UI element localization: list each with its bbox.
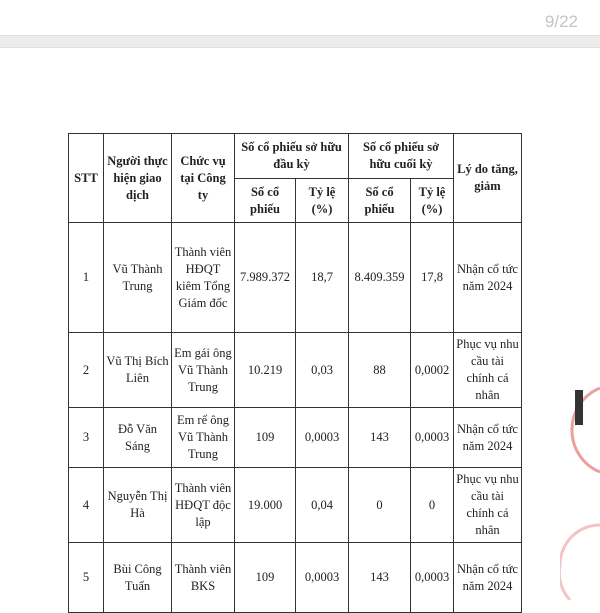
cell-start-shares: 7.989.372 [235, 223, 296, 333]
cell-end-shares: 0 [349, 468, 411, 543]
cell-person: Bùi Công Tuấn [104, 543, 172, 613]
cell-stt: 5 [69, 543, 104, 613]
cell-start-shares: 10.219 [235, 333, 296, 408]
cell-person: Vũ Thị Bích Liên [104, 333, 172, 408]
header-start-shares: Số cổ phiếu [235, 179, 296, 223]
cell-reason: Nhận cổ tức năm 2024 [454, 408, 522, 468]
header-stt: STT [69, 134, 104, 223]
cell-stt: 1 [69, 223, 104, 333]
header-end-ratio: Tỷ lệ (%) [411, 179, 454, 223]
header-position: Chức vụ tại Công ty [172, 134, 235, 223]
cell-position: Thành viên HĐQT kiêm Tổng Giám đốc [172, 223, 235, 333]
table-row [69, 543, 522, 613]
cell-end-shares: 88 [349, 333, 411, 408]
cell-reason: Nhận cổ tức năm 2024 [454, 223, 522, 333]
page-separator [0, 35, 600, 48]
cell-end-ratio: 17,8 [411, 223, 454, 333]
header-person: Người thực hiện giao dịch [104, 134, 172, 223]
cell-end-shares: 8.409.359 [349, 223, 411, 333]
header-start: Số cổ phiếu sở hữu đầu kỳ [235, 134, 349, 179]
cell-start-shares: 109 [235, 408, 296, 468]
signature-mark [575, 390, 583, 425]
cell-reason: Phục vụ nhu cầu tài chính cá nhân [454, 468, 522, 543]
red-stamp-lower-arc [560, 525, 600, 600]
cell-end-shares: 143 [349, 543, 411, 613]
table-row [69, 223, 522, 333]
cell-start-shares: 19.000 [235, 468, 296, 543]
cell-end-shares: 143 [349, 408, 411, 468]
header-end: Số cổ phiếu sở hữu cuối kỳ [349, 134, 454, 179]
cell-end-ratio: 0,0002 [411, 333, 454, 408]
cell-end-ratio: 0,0003 [411, 408, 454, 468]
page-indicator: 9/22 [544, 12, 578, 31]
viewer-toolbar [0, 0, 600, 35]
cell-person: Đỗ Văn Sáng [104, 408, 172, 468]
cell-start-ratio: 0,0003 [296, 543, 349, 613]
cell-start-ratio: 18,7 [296, 223, 349, 333]
cell-start-ratio: 0,0003 [296, 408, 349, 468]
cell-position: Em rể ông Vũ Thành Trung [172, 408, 235, 468]
cell-reason: Phục vụ nhu cầu tài chính cá nhân [454, 333, 522, 408]
header-reason: Lý do tăng, giảm [454, 134, 522, 223]
table-row [69, 408, 522, 468]
header-end-shares: Số cổ phiếu [349, 179, 411, 223]
table-row [69, 333, 522, 408]
cell-person: Vũ Thành Trung [104, 223, 172, 333]
cell-end-ratio: 0 [411, 468, 454, 543]
header-start-ratio: Tỷ lệ (%) [296, 179, 349, 223]
shareholding-table [68, 133, 522, 613]
table-row [69, 468, 522, 543]
cell-stt: 2 [69, 333, 104, 408]
cell-reason: Nhận cổ tức năm 2024 [454, 543, 522, 613]
cell-position: Em gái ông Vũ Thành Trung [172, 333, 235, 408]
cell-stt: 4 [69, 468, 104, 543]
cell-position: Thành viên HĐQT độc lập [172, 468, 235, 543]
cell-start-ratio: 0,04 [296, 468, 349, 543]
cell-start-ratio: 0,03 [296, 333, 349, 408]
cell-end-ratio: 0,0003 [411, 543, 454, 613]
cell-position: Thành viên BKS [172, 543, 235, 613]
cell-start-shares: 109 [235, 543, 296, 613]
cell-stt: 3 [69, 408, 104, 468]
cell-person: Nguyễn Thị Hà [104, 468, 172, 543]
